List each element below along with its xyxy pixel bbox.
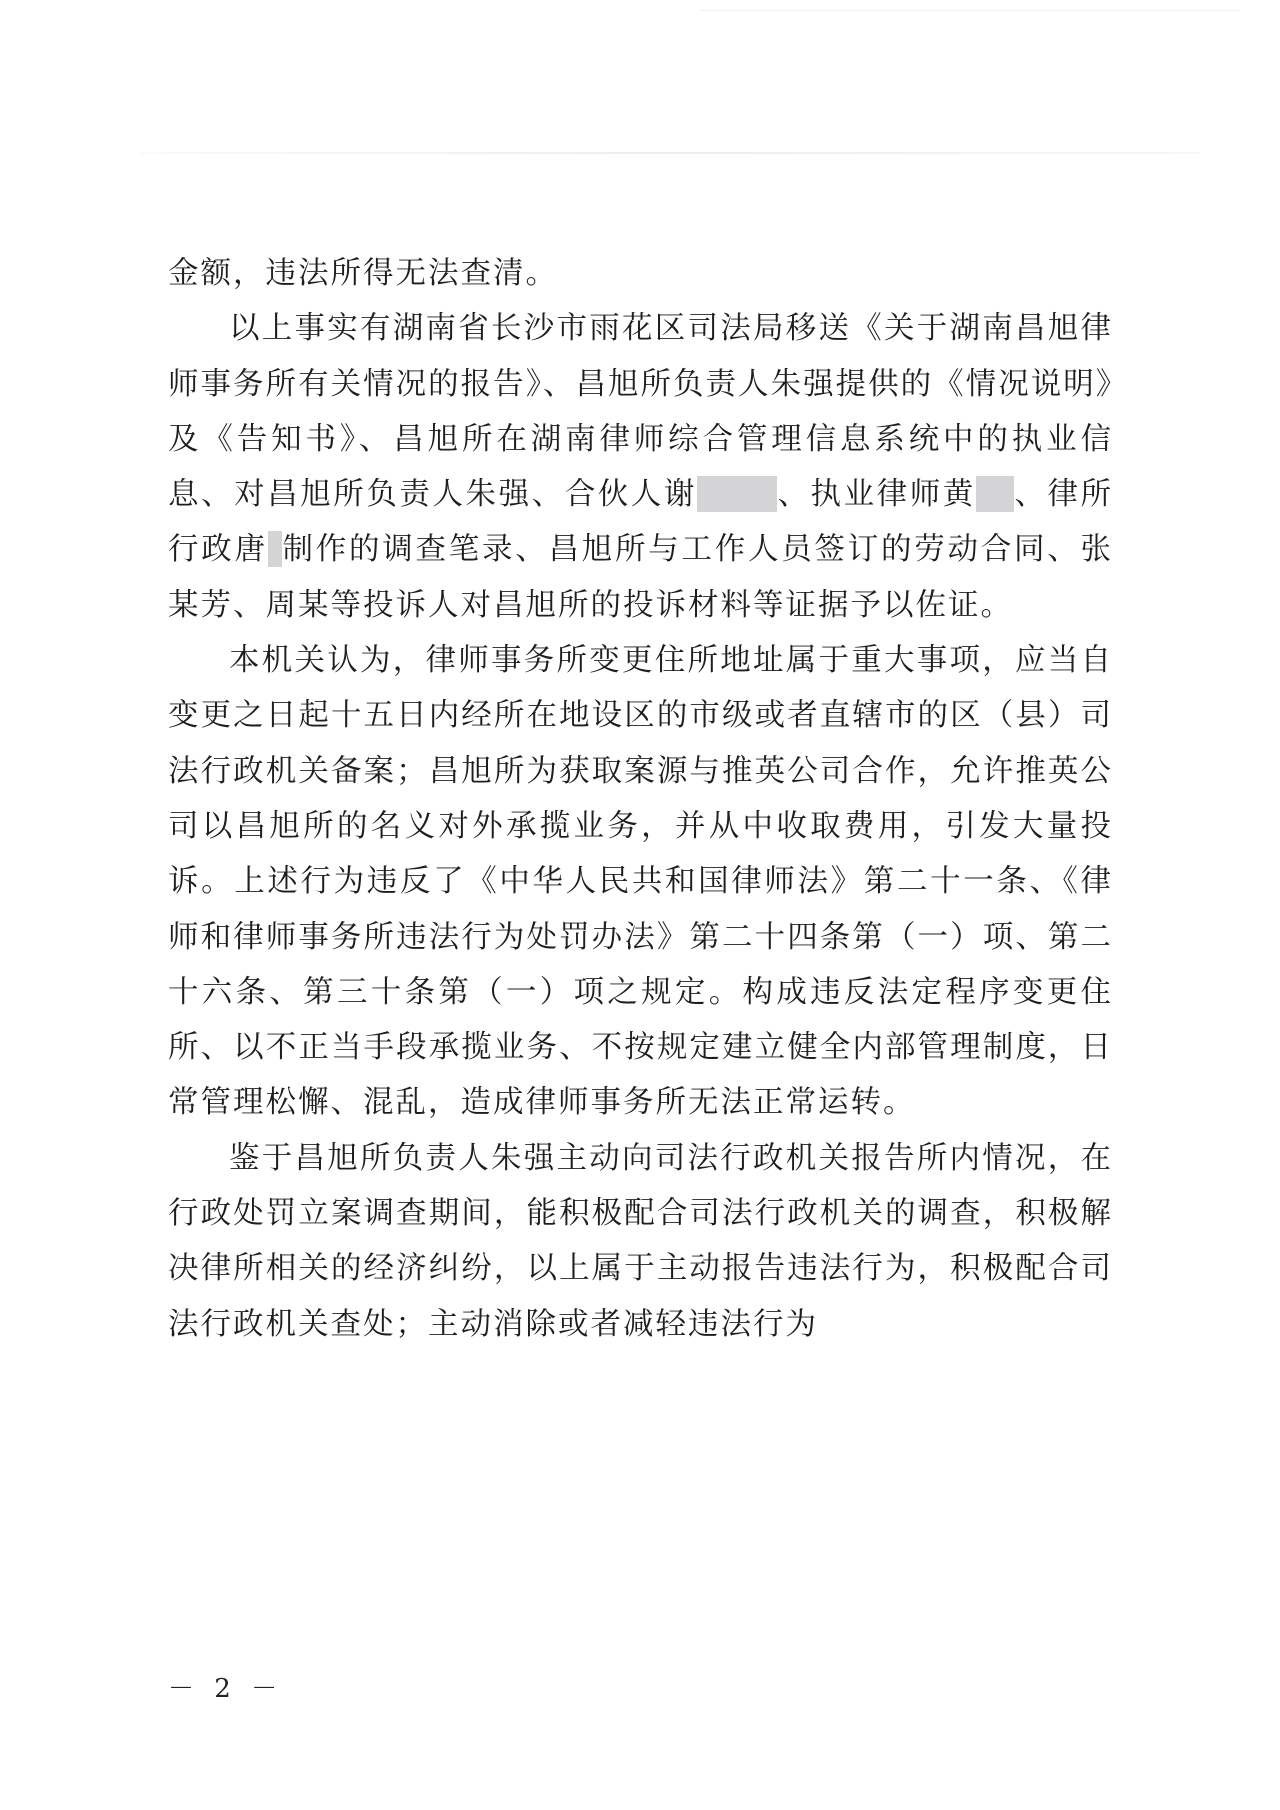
paragraph-2-text-c: 、律所行政唐 — [168, 477, 1114, 568]
scan-artifact-line — [140, 152, 1200, 154]
paragraph-3: 本机关认为，律师事务所变更住所地址属于重大事项，应当自变更之日起十五日内经所在地设区的市级或者直辖市的区（县）司法行政机关备案；昌旭所为获取案源与推英公司合作，允许推英公司以昌旭所的名义对外承揽业务，并从中收取费用，引发大量投诉。上述行为违反了《中华人民共和国律师法》第二十一条、《律师和律师事务所违法行为处罚办法》第二十四条第（一）项、第二十六条、第三十条第（一）项之规定。构成违反法定程序变更住所、以不正当手段承揽业务、不按规定建立健全内部管理制度，日常管理松懈、混乱，造成律师事务所无法正常运转。 — [168, 643, 1113, 1121]
paragraph-4: 鉴于昌旭所负责人朱强主动向司法行政机关报告所内情况，在行政处罚立案调查期间，能积极配合司法行政机关的调查，积极解决律所相关的经济纠纷，以上属于主动报告违法行为，积极配合司法行政机关查处；主动消除或者减轻违法行为 — [168, 1140, 1113, 1342]
paragraph-2-text-a: 以上事实有湖南省长沙市雨花区司法局移送《关于湖南昌旭律师事务所有关情况的报告》、昌旭所负责人朱强提供的《情况说明》及《告知书》、昌旭所在湖南律师综合管理信息系统中的执业信息、对昌旭所负责人朱强、合伙人谢 — [168, 311, 1113, 513]
document-body — [168, 246, 1113, 1352]
paragraph-2-text-b: 、执业律师黄 — [776, 477, 976, 513]
paragraph-1: 金额，违法所得无法查清。 — [168, 256, 558, 291]
page-number: － 2 － — [168, 1674, 284, 1704]
paragraph-2 — [168, 301, 1113, 633]
redaction-block — [268, 531, 282, 567]
scan-artifact-top — [700, 10, 1240, 11]
paragraph-2-text-d: 制作的调查笔录、昌旭所与工作人员签订的劳动合同、张某芳、周某等投诉人对昌旭所的投诉材料等证据予以佐证。 — [168, 532, 1113, 623]
redaction-block — [697, 476, 777, 512]
redaction-block — [976, 476, 1014, 512]
